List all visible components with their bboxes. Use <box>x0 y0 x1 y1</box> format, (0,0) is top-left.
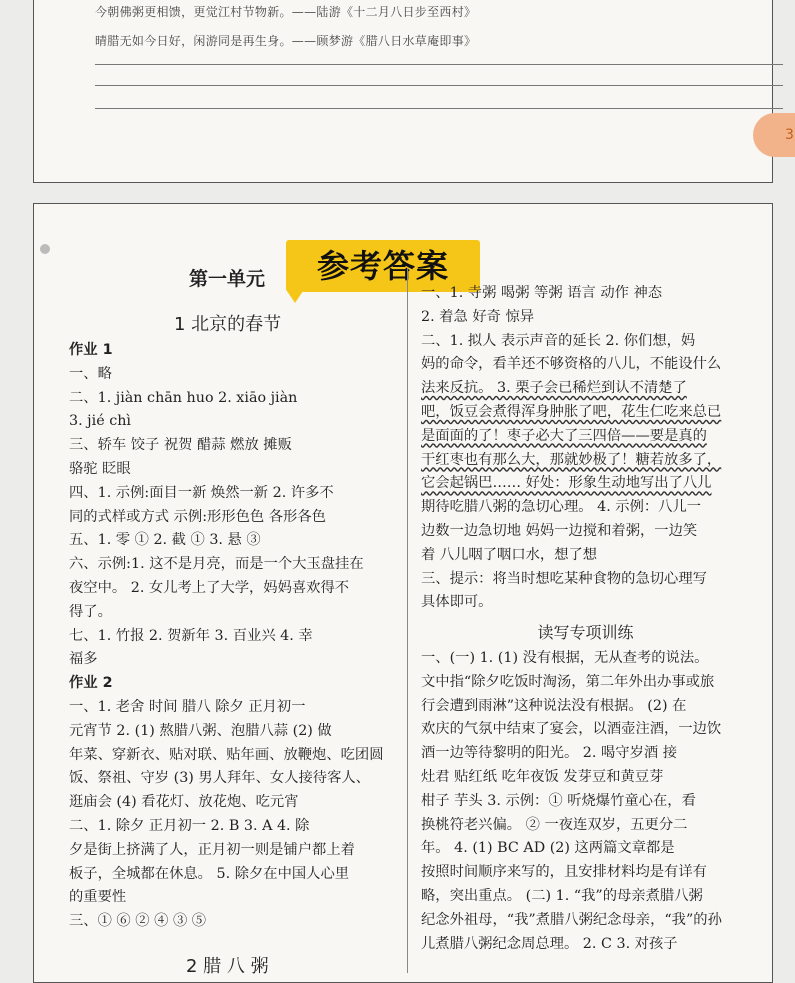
answer-line: 福多 <box>69 651 98 668</box>
answer-line: 一、1. 老舍 时间 腊八 除夕 正月初一 <box>69 698 306 715</box>
writing-rule <box>95 85 783 86</box>
answer-line: 行会遭到雨淋”这种说法没有根据。 (2) 在 <box>421 697 687 714</box>
answer-line: 边数一边急切地 妈妈一边搅和着粥，一边笑 <box>421 522 698 539</box>
answer-line: 板子，全城都在休息。 5. 除夕在中国人心里 <box>69 865 350 882</box>
answer-line: 3. jié chì <box>69 413 131 430</box>
answer-line: 年。 4. (1) BC AD (2) 这两篇文章都是 <box>421 840 675 857</box>
right-column <box>421 282 750 956</box>
unit-title: 第一单元 <box>189 268 266 290</box>
homework-heading: 作业 1 <box>69 342 113 358</box>
answer-line: 夜空中。 2. 女儿考上了大学，妈妈喜欢得不 <box>69 579 350 596</box>
answer-line: 四、1. 示例:面目一新 焕然一新 2. 许多不 <box>69 484 334 501</box>
previous-page <box>33 0 794 183</box>
answer-line: 三、提示：将当时想吃某种食物的急切心理写 <box>421 570 707 587</box>
answer-line: 着 八儿咽了咽口水，想了想 <box>421 546 598 563</box>
page-number-tab: 3 <box>753 113 795 157</box>
answer-line: 略，突出重点。 (二) 1. “我”的母亲煮腊八粥 <box>421 887 703 904</box>
answer-line: 期待吃腊八粥的急切心理。 4. 示例：八儿一 <box>421 499 702 516</box>
answer-line: 一、略 <box>69 365 112 382</box>
answer-line: 换桃符老兴偏。 ② 一夜连双岁，五更分二 <box>421 816 688 833</box>
answer-line: 欢庆的气氛中结束了宴会，以酒壶注酒，一边饮 <box>421 721 722 738</box>
answer-line: 饭、祭祖、守岁 (3) 男人拜年、女人接待客人、 <box>69 770 370 787</box>
column-divider <box>407 268 408 973</box>
answer-line: 灶君 贴红纸 吃年夜饭 发芽豆和黄豆芽 <box>421 768 664 785</box>
answer-line: 具体即可。 <box>421 594 493 611</box>
homework-heading: 作业 2 <box>69 675 113 692</box>
answer-line: 妈的命令，看羊还不够资格的八儿，不能设什么 <box>421 356 722 373</box>
answer-line: 得了。 <box>69 603 112 620</box>
banner-pointer <box>287 291 303 303</box>
answer-line: 二、1. 除夕 正月初一 2. B 3. A 4. 除 <box>69 817 310 834</box>
writing-rule <box>95 108 783 109</box>
section-title: 读写专项训练 <box>537 623 634 643</box>
answer-line <box>421 401 750 425</box>
answer-line: 儿煮腊八粥纪念周总理。 2. C 3. 对孩子 <box>421 935 678 952</box>
answer-line: 2. 着急 好奇 惊异 <box>421 308 535 325</box>
answer-line: 酒一边等待黎明的阳光。 2. 喝守岁酒 接 <box>421 745 678 762</box>
answer-line <box>421 449 750 473</box>
wavy-underlined-text: 是面面的了！枣子必大了三四倍——要是真的 <box>421 427 707 444</box>
answer-line: 二、1. jiàn chān huo 2. xiāo jiàn <box>69 389 298 406</box>
answer-line: 元宵节 2. (1) 熬腊八粥、泡腊八蒜 (2) 做 <box>69 722 332 739</box>
writing-rule <box>95 64 783 65</box>
answer-line: 三、① ⑥ ② ④ ③ ⑤ <box>69 913 207 930</box>
answer-line <box>421 425 750 449</box>
answer-line: 七、1. 竹报 2. 贺新年 3. 百业兴 4. 幸 <box>69 627 313 644</box>
wavy-underlined-text: 法来反抗。 3. 栗子会已稀烂到认不清楚了 <box>421 380 687 397</box>
answer-line: 骆驼 眨眼 <box>69 460 131 477</box>
poem-line-1: 今朝佛粥更相馈，更觉江村节物新。——陆游《十二月八日步至西村》 <box>95 5 477 19</box>
answer-line: 一、(一) 1. (1) 没有根据，无从查考的说法。 <box>421 649 709 666</box>
answer-line: 五、1. 零 ① 2. 截 ① 3. 悬 ③ <box>69 532 261 549</box>
answer-line: 二、1. 拟人 表示声音的延长 2. 你们想，妈 <box>421 332 696 349</box>
left-column <box>69 339 397 934</box>
answer-line: 三、轿车 饺子 祝贺 醋蒜 燃放 摊贩 <box>69 437 292 454</box>
answer-line: 夕是街上挤满了人，正月初一则是铺户都上着 <box>69 841 355 858</box>
wavy-underlined-text: 吧，饭豆会煮得浑身肿胀了吧，花生仁吃来总已 <box>421 403 722 420</box>
answer-line <box>421 472 750 496</box>
answer-line: 同的式样或方式 示例:形形色色 各形各色 <box>69 508 326 525</box>
answer-line: 的重要性 <box>69 889 127 906</box>
wavy-underlined-text: 它会起锅巴…… 好处：形象生动地写出了八儿 <box>421 475 712 492</box>
answer-line: 年菜、穿新衣、贴对联、贴年画、放鞭炮、吃团圆 <box>69 746 384 763</box>
answer-line: 一、1. 寺粥 喝粥 等粥 语言 动作 神态 <box>421 285 663 301</box>
answer-line: 柑子 芋头 3. 示例：① 听烧爆竹童心在，看 <box>421 792 696 809</box>
answer-line: 六、示例:1. 这不是月亮，而是一个大玉盘挂在 <box>69 556 364 573</box>
answer-key-banner: 参考答案 <box>286 240 480 292</box>
answer-line: 纪念外祖母，“我”煮腊八粥纪念母亲，“我”的孙 <box>421 911 722 928</box>
wavy-underlined-text: 干红枣也有那么大，那就妙极了！糖若放多了， <box>421 451 722 468</box>
lesson-2-title: 2 腊 八 粥 <box>186 956 269 977</box>
answer-line: 逛庙会 (4) 看花灯、放花炮、吃元宵 <box>69 794 299 811</box>
answer-line <box>421 377 750 401</box>
answer-line: 按照时间顺序来写的，且安排材料均是有详有 <box>421 864 707 881</box>
lesson-1-title: 1 北京的春节 <box>174 314 282 335</box>
ink-blot <box>40 244 50 254</box>
answer-line: 文中指“除夕吃饭时淘汤，第二年外出办事或旅 <box>421 673 715 690</box>
poem-line-2: 晴腊无如今日好，闲游同是再生身。——顾梦游《腊八日水草庵即事》 <box>95 34 477 48</box>
